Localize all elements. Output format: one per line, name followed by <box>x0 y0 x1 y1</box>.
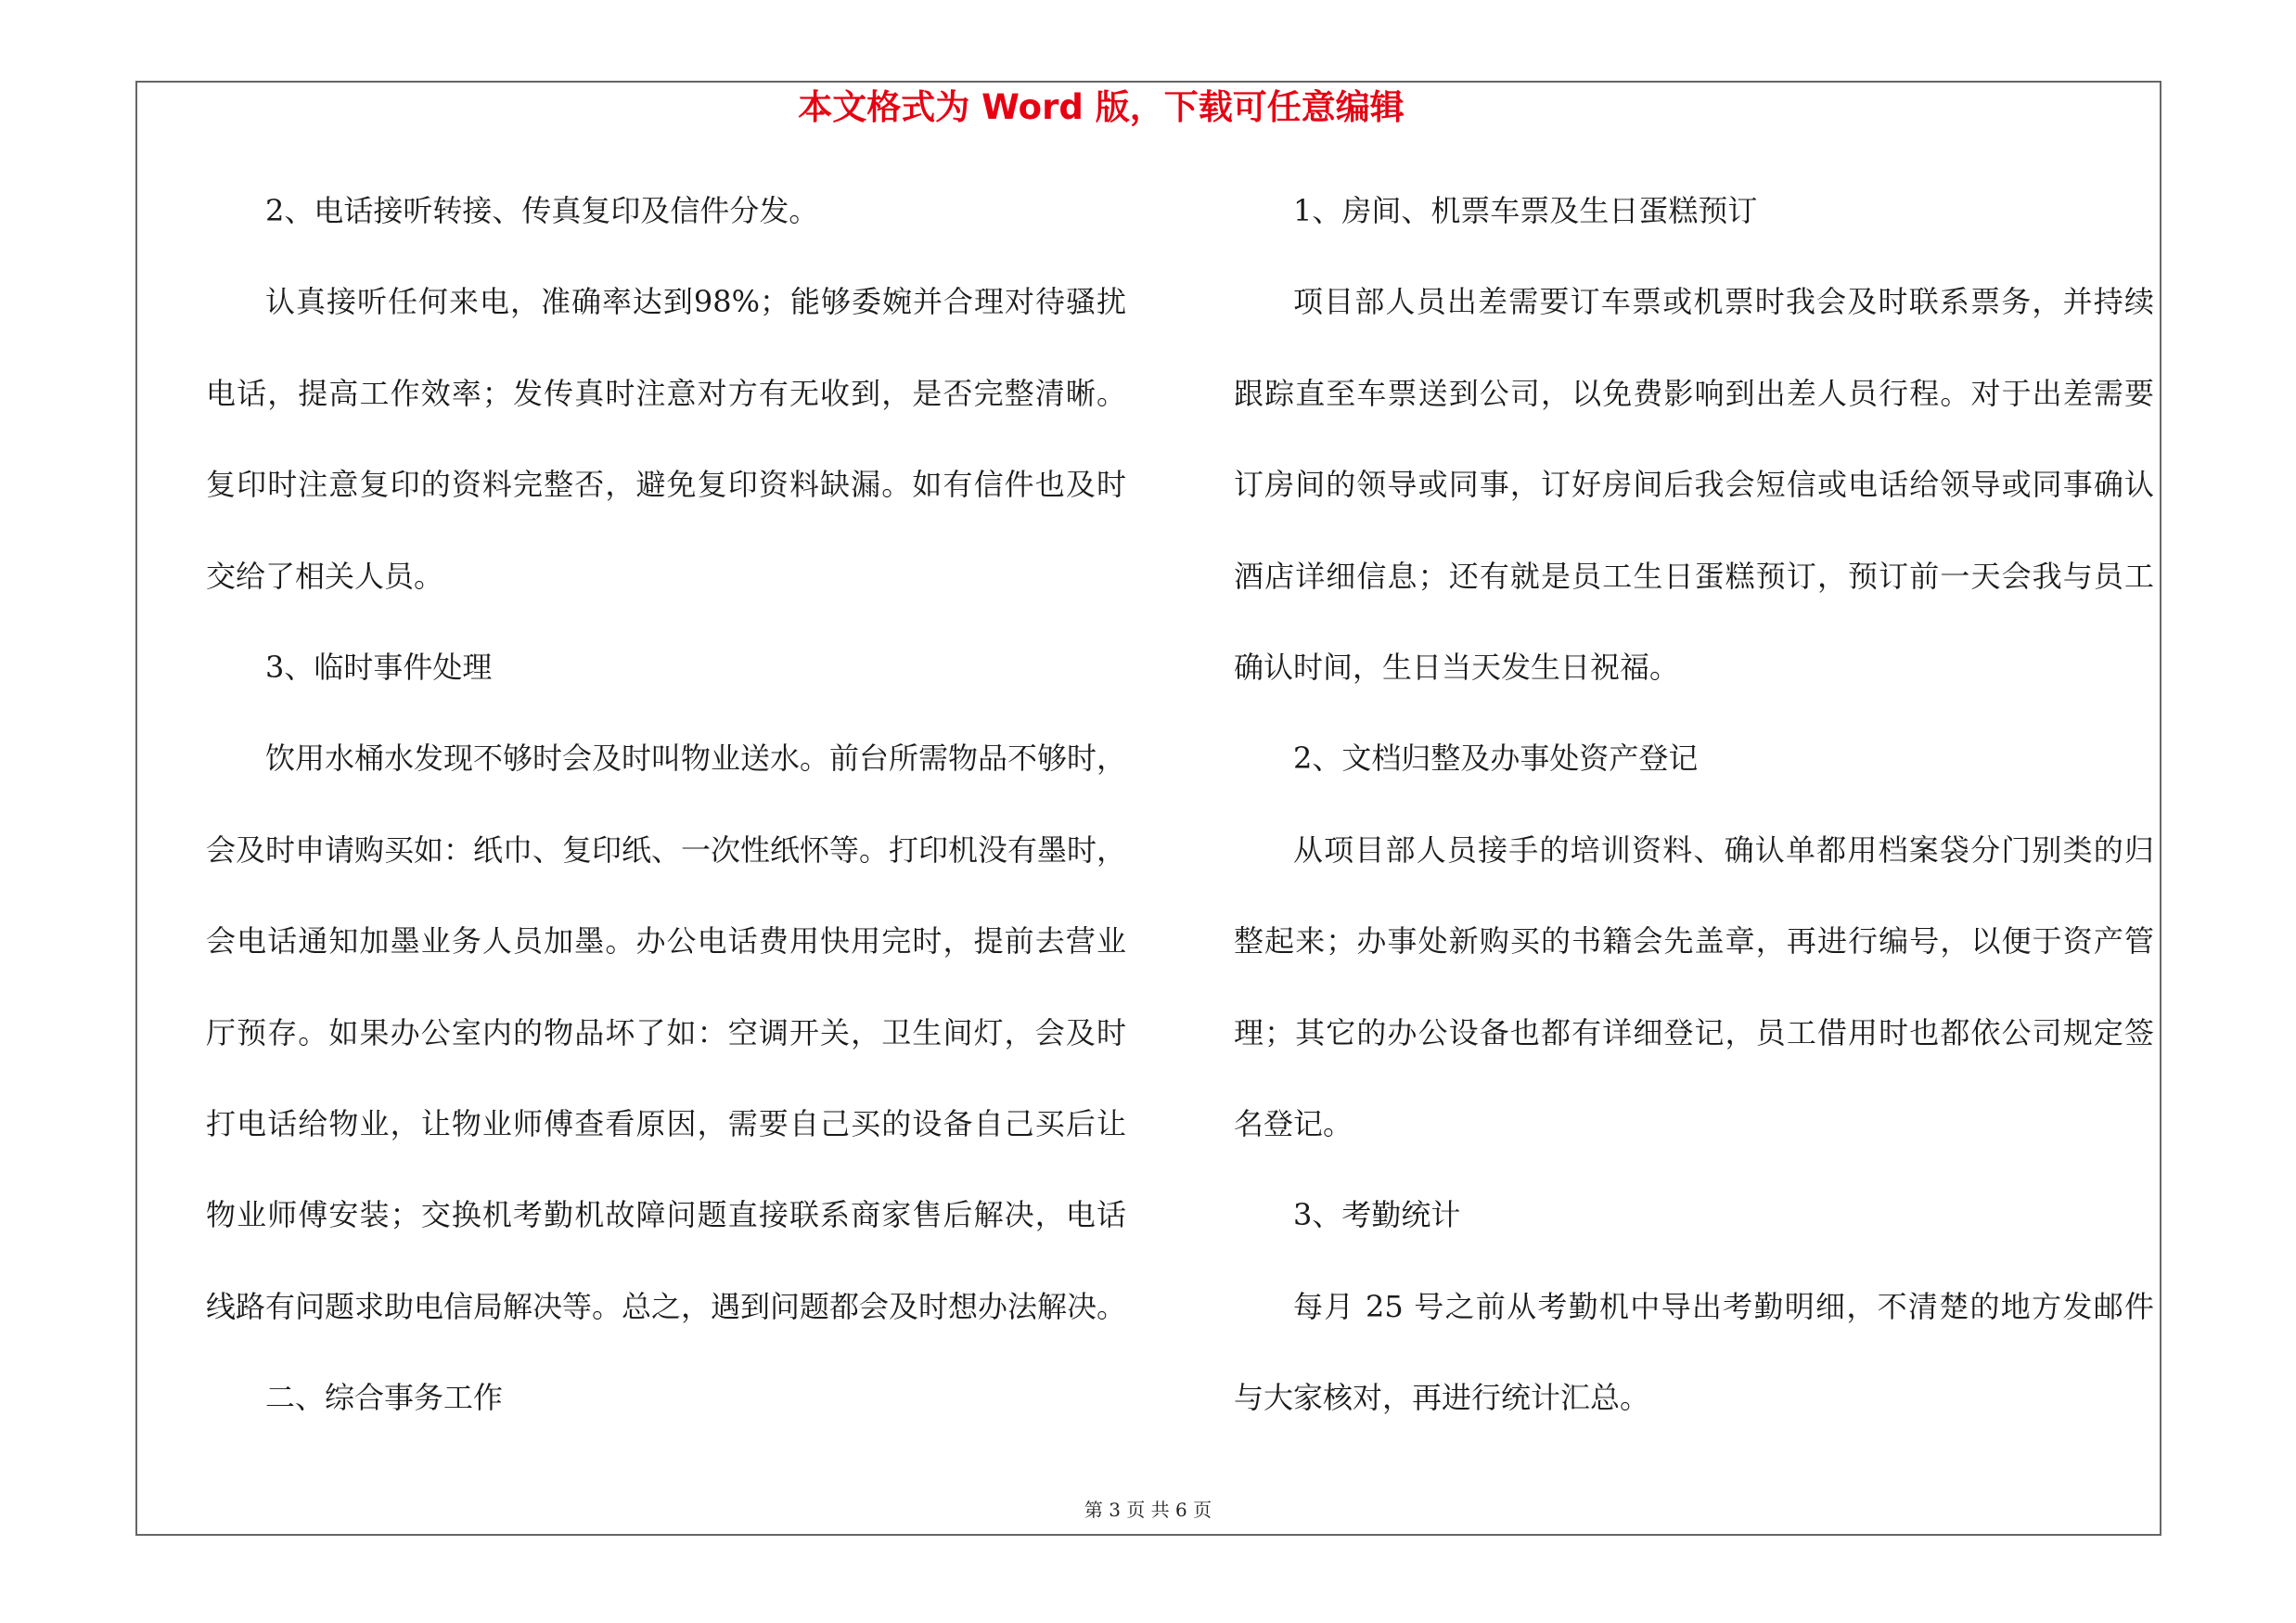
text-line: 线路有问题求助电信局解决等。总之，遇到问题都会及时想办法解决。 <box>206 1288 1127 1324</box>
text-line: 认真接听任何来电，准确率达到98%；能够委婉并合理对待骚扰 <box>265 284 1126 320</box>
paragraph <box>1234 805 2154 1170</box>
text-line: 每月 25 号之前从考勤机中导出考勤明细，不清楚的地方发邮件 <box>1293 1288 2154 1324</box>
text-line: 确认时间，生日当天发生日祝福。 <box>1234 649 1680 685</box>
format-notice: 本文格式为 Word 版，下载可任意编辑 <box>798 87 1405 127</box>
text-line: 3、临时事件处理 <box>265 649 493 685</box>
section-heading <box>1234 713 2154 804</box>
text-line: 名登记。 <box>1234 1105 1353 1141</box>
section-heading <box>1234 1169 2154 1260</box>
text-line: 电话，提高工作效率；发传真时注意对方有无收到，是否完整清晰。 <box>206 375 1126 411</box>
text-line: 会及时申请购买如：纸巾、复印纸、一次性纸怀等。打印机没有墨时， <box>206 831 1127 868</box>
text-line: 交给了相关人员。 <box>206 558 444 594</box>
text-line: 订房间的领导或同事，订好房间后我会短信或电话给领导或同事确认 <box>1234 467 2154 503</box>
text-line: 打电话给物业，让物业师傅查看原因，需要自己买的设备自己买后让 <box>206 1105 1126 1141</box>
paragraph <box>1234 256 2154 713</box>
text-line: 3、考勤统计 <box>1293 1197 1461 1233</box>
text-line: 跟踪直至车票送到公司，以免费影响到出差人员行程。对于出差需要 <box>1234 375 2154 411</box>
section-heading <box>206 165 1126 256</box>
text-line: 与大家核对，再进行统计汇总。 <box>1234 1380 1650 1416</box>
section-heading <box>206 622 1126 713</box>
paragraph <box>1234 1261 2154 1444</box>
paragraph <box>206 713 1126 1352</box>
section-heading <box>1234 165 2154 256</box>
text-line: 2、文档归整及办事处资产登记 <box>1293 741 1699 777</box>
text-line: 1、房间、机票车票及生日蛋糕预订 <box>1293 193 1758 228</box>
right-column <box>1234 165 2154 1443</box>
text-line: 物业师傅安装；交换机考勤机故障问题直接联系商家售后解决，电话 <box>206 1197 1126 1233</box>
text-line: 厅预存。如果办公室内的物品坏了如：空调开关，卫生间灯，会及时 <box>206 1014 1126 1050</box>
section-heading <box>206 1352 1126 1443</box>
paragraph <box>206 256 1126 622</box>
text-line: 整起来；办事处新购买的书籍会先盖章，再进行编号，以便于资产管 <box>1234 923 2154 960</box>
page-footer: 第 3 页 共 6 页 <box>1084 1499 1212 1521</box>
text-line: 项目部人员出差需要订车票或机票时我会及时联系票务，并持续 <box>1293 284 2154 320</box>
text-line: 复印时注意复印的资料完整否，避免复印资料缺漏。如有信件也及时 <box>206 467 1126 503</box>
text-line: 饮用水桶水发现不够时会及时叫物业送水。前台所需物品不够时， <box>265 741 1127 777</box>
left-column <box>206 165 1126 1443</box>
text-line: 二、综合事务工作 <box>265 1380 504 1416</box>
text-line: 从项目部人员接手的培训资料、确认单都用档案袋分门别类的归 <box>1293 831 2154 868</box>
text-line: 理；其它的办公设备也都有详细登记，员工借用时也都依公司规定签 <box>1234 1014 2154 1050</box>
text-line: 2、电话接听转接、传真复印及信件分发。 <box>265 193 819 228</box>
text-line: 会电话通知加墨业务人员加墨。办公电话费用快用完时，提前去营业 <box>206 923 1126 960</box>
text-line: 酒店详细信息；还有就是员工生日蛋糕预订，预订前一天会我与员工 <box>1234 558 2154 594</box>
